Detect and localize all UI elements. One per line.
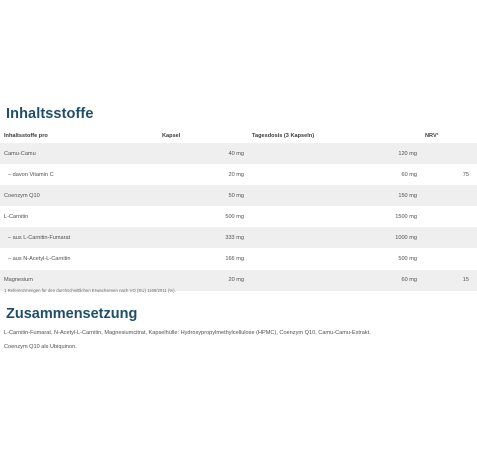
cell-per-capsule: 500 mg [225,213,244,220]
table-row [0,206,477,227]
cell-ingredient: – davon Vitamin C [8,171,54,178]
table-row [0,164,477,185]
cell-ingredient: Magnesium [0,270,158,291]
cell-ingredient: L-Carnitin [4,213,29,220]
cell-ingredient: Coenzym Q10 [0,185,158,206]
cell-nrv [421,143,477,164]
table-row [0,143,477,164]
cell-daily-dose: 1500 mg [395,213,417,220]
cell-per-capsule: 50 mg [158,185,248,206]
section-title-inhaltsstoffe: Inhaltsstoffe [6,106,94,122]
cell-per-capsule: 20 mg [158,270,248,291]
cell-nrv [421,227,477,248]
nutrition-table [0,128,477,291]
header-per-capsule: Kapsel [162,132,181,139]
header-daily-dose: Tagesdosis (3 Kapseln) [252,132,315,139]
cell-daily-dose: 150 mg [248,185,421,206]
cell-nrv [421,248,477,269]
header-ingredient: Inhaltsstoffe pro [4,132,48,139]
cell-per-capsule: 40 mg [158,143,248,164]
cell-daily-dose: 60 mg [248,270,421,291]
cell-daily-dose: 1000 mg [248,227,421,248]
cell-nrv: 75 [462,171,469,178]
cell-daily-dose: 60 mg [401,171,417,178]
cell-nrv [421,185,477,206]
cell-nrv: 15 [421,270,477,291]
header-nrv: NRV¹ [425,132,439,139]
cell-ingredient: – aus N-Acetyl-L-Carnitin [8,256,71,263]
cell-daily-dose: 120 mg [248,143,421,164]
table-header-row [0,128,477,143]
table-row [0,248,477,269]
table-row [0,185,477,206]
table-row [0,227,477,248]
ingredients-block [4,326,452,354]
section-title-zusammensetzung: Zusammensetzung [6,306,138,322]
ingredients-note: Coenzym Q10 als Ubiquinon. [4,344,77,350]
cell-nrv [421,206,477,227]
cell-per-capsule: 166 mg [225,256,244,263]
cell-per-capsule: 333 mg [158,227,248,248]
cell-ingredient: – aus L-Carnitin-Fumarat [0,227,158,248]
cell-ingredient: Camu-Camu [0,143,158,164]
cell-per-capsule: 20 mg [228,171,244,178]
footnote: 1 Referenzmengen für den durchschnittlichen Erwachsenen nach VO (EU) 1169/2011 (%). [4,288,176,293]
ingredients-text: L-Carnitin-Fumarat, N-Acetyl-L-Carnitin, Magnesiumcitrat, Kapselhülle: Hydroxypropylmethylcellulose (HPMC), Coenzym Q10, Camu-Camu-Extrakt. [4,330,371,336]
cell-daily-dose: 500 mg [398,256,417,263]
